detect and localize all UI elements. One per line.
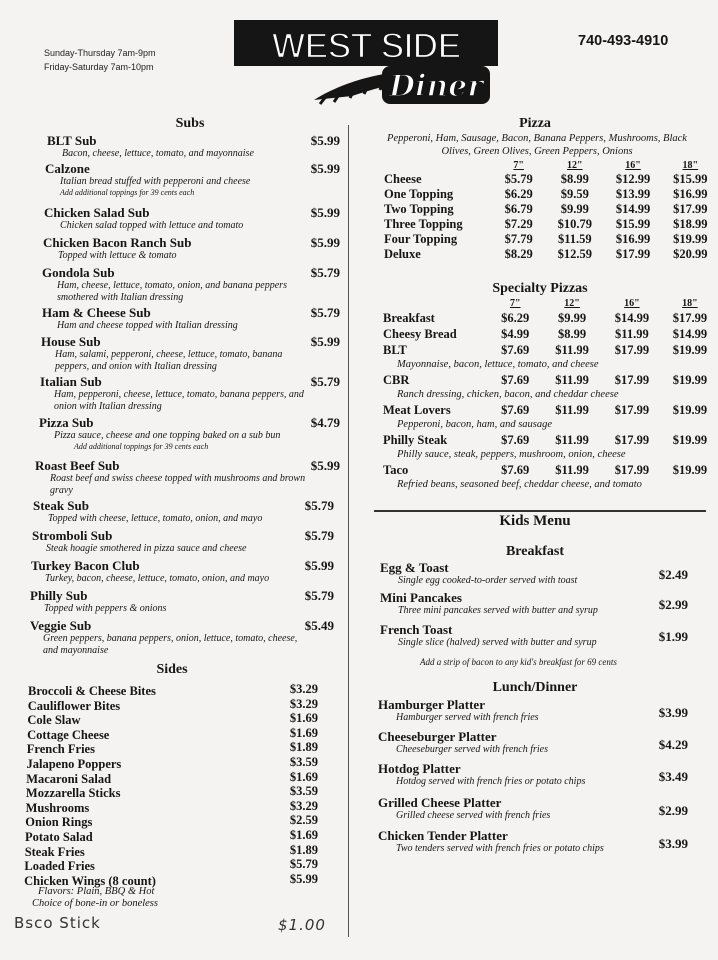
sides-list <box>24 682 320 910</box>
item-desc: smothered with Italian dressing <box>57 292 184 303</box>
item-name: Grilled Cheese Platter <box>378 795 502 810</box>
item-desc: Topped with peppers & onions <box>44 603 167 614</box>
item-name: House Sub <box>41 334 101 349</box>
pizza-price: $14.99 <box>615 202 651 216</box>
wings-flavors: Flavors: Plain, BBQ & Hot <box>38 886 155 898</box>
side-item <box>24 740 320 755</box>
kids-menu-title: Kids Menu <box>499 513 571 529</box>
pizza-price: $11.59 <box>557 232 592 246</box>
pizza-price: $9.99 <box>557 310 587 325</box>
menu-item <box>378 828 690 855</box>
side-name: Mushrooms <box>25 800 90 815</box>
item-price: $5.99 <box>310 235 340 250</box>
pizza-price: $12.59 <box>557 247 593 261</box>
menu-item <box>30 588 340 615</box>
side-item <box>24 857 320 872</box>
pizza-price: $15.99 <box>615 217 651 231</box>
item-price: $5.99 <box>310 458 340 473</box>
menu-item <box>30 415 340 452</box>
item-desc: Ham, pepperoni, cheese, lettuce, tomato, banana peppers, and <box>54 389 304 400</box>
pizza-desc: Mayonnaise, bacon, lettuce, tomato, and cheese <box>397 359 599 370</box>
pizza-price: $11.99 <box>615 326 649 341</box>
pizza-price: $11.99 <box>555 432 589 447</box>
pizza-price: $7.69 <box>501 432 530 447</box>
side-item <box>24 784 320 799</box>
pizza-name: Deluxe <box>384 247 421 261</box>
item-name: Cheeseburger Platter <box>378 729 497 744</box>
item-price: $2.99 <box>658 803 688 818</box>
wings-choice: Choice of bone-in or boneless <box>32 898 158 910</box>
item-desc: Topped with cheese, lettuce, tomato, onion, and mayo <box>48 513 263 524</box>
side-name: Macaroni Salad <box>26 771 112 786</box>
pizza-price: $19.99 <box>672 432 708 447</box>
item-desc: Steak hoagie smothered in pizza sauce and cheese <box>46 543 247 554</box>
size-7: 7" <box>509 298 521 309</box>
item-price: $5.99 <box>310 334 340 349</box>
phone-number: 740-493-4910 <box>578 33 669 49</box>
side-item <box>24 726 320 741</box>
side-name: Chicken Wings (8 count) <box>24 873 156 888</box>
pizza-name: BLT <box>383 342 407 357</box>
item-desc: gravy <box>50 485 73 496</box>
pizza-row <box>383 326 718 342</box>
pizza-name: Three Topping <box>384 217 463 231</box>
pizza-price: $17.99 <box>615 247 651 261</box>
pizza-price: $11.99 <box>555 402 589 417</box>
side-name: Potato Salad <box>25 829 93 844</box>
item-name: Calzone <box>45 161 90 176</box>
hours <box>44 46 156 74</box>
pizza-title: Pizza <box>519 116 551 131</box>
side-price: $1.69 <box>289 769 318 784</box>
item-price: $5.79 <box>310 374 340 389</box>
subs-list <box>30 133 340 663</box>
pizza-toppings <box>362 132 712 158</box>
item-note: Add additional toppings for 39 cents each <box>60 188 195 197</box>
side-name: Loaded Fries <box>24 859 95 874</box>
menu-item <box>378 697 690 724</box>
size-18: 18" <box>682 298 698 309</box>
item-name: Roast Beef Sub <box>35 458 120 473</box>
item-desc: Single slice (halved) served with butter and syrup <box>398 637 597 648</box>
logo-main-text: WEST SIDE <box>271 25 461 66</box>
logo-sub-text: Diner <box>388 69 484 104</box>
pizza-name: Cheesy Bread <box>383 326 457 341</box>
side-item <box>24 843 320 858</box>
specialty-price-table <box>383 298 718 492</box>
pizza-price: $4.99 <box>501 326 530 341</box>
pizza-desc-row <box>383 418 718 432</box>
specialty-title: Specialty Pizzas <box>492 281 588 296</box>
menu-item <box>30 458 340 497</box>
item-desc: Italian bread stuffed with pepperoni and cheese <box>60 176 251 187</box>
item-desc: Two tenders served with french fries or potato chips <box>396 843 604 854</box>
pizza-name: One Topping <box>384 187 454 201</box>
side-price: $1.69 <box>289 725 318 740</box>
item-desc: Ham and cheese topped with Italian dressing <box>57 320 238 331</box>
side-price: $5.79 <box>289 857 318 872</box>
item-desc: Three mini pancakes served with butter and syrup <box>398 605 598 616</box>
pizza-price: $17.99 <box>614 432 650 447</box>
item-price: $3.99 <box>658 836 688 851</box>
pizza-name: Taco <box>383 462 409 477</box>
pizza-price: $19.99 <box>672 342 708 357</box>
subs-title: Subs <box>175 116 205 131</box>
pizza-price: $17.99 <box>614 342 650 357</box>
item-price: $4.29 <box>658 737 688 752</box>
pizza-row <box>384 232 718 247</box>
pizza-price: $17.99 <box>614 402 650 417</box>
menu-item <box>30 498 340 525</box>
item-desc: Ham, salami, pepperoni, cheese, lettuce, tomato, banana <box>55 349 283 360</box>
pizza-price: $15.99 <box>673 172 708 186</box>
side-name: Cauliflower Bites <box>27 698 121 713</box>
pizza-price: $17.99 <box>614 462 650 477</box>
hours-weekday: Sunday-Thursday 7am-9pm <box>44 48 156 58</box>
pizza-price: $19.99 <box>672 402 708 417</box>
size-18: 18" <box>682 160 699 171</box>
side-item <box>24 799 320 814</box>
pizza-desc: Ranch dressing, chicken, bacon, and cheddar cheese <box>397 389 619 400</box>
item-name: Mini Pancakes <box>380 590 462 605</box>
item-desc: peppers, and onion with Italian dressing <box>55 361 217 372</box>
item-name: Stromboli Sub <box>32 528 113 543</box>
side-name: Steak Fries <box>24 844 85 859</box>
item-price: $5.79 <box>310 305 340 320</box>
column-divider <box>348 125 349 937</box>
menu-item <box>30 305 340 332</box>
pizza-price: $7.69 <box>501 372 530 387</box>
pizza-name: Cheese <box>384 172 422 186</box>
item-price: $3.99 <box>658 705 688 720</box>
item-desc: Bacon, cheese, lettuce, tomato, and mayonnaise <box>62 148 254 159</box>
pizza-price: $19.99 <box>673 232 708 246</box>
side-item <box>24 711 320 726</box>
size-header-row <box>383 298 718 310</box>
pizza-price: $7.79 <box>504 232 533 246</box>
pizza-price: $11.99 <box>555 372 589 387</box>
item-price: $5.79 <box>304 498 334 513</box>
item-price: $2.99 <box>658 597 688 612</box>
item-name: BLT Sub <box>47 133 97 148</box>
toppings-line: Olives, Green Olives, Green Peppers, Onions <box>441 146 633 157</box>
item-name: Philly Sub <box>30 588 88 603</box>
pizza-price: $16.99 <box>673 187 708 201</box>
pizza-row <box>383 372 718 388</box>
side-price: $3.29 <box>289 798 318 813</box>
size-12: 12" <box>564 298 580 309</box>
item-price: $5.49 <box>304 618 334 633</box>
item-name: Turkey Bacon Club <box>31 558 140 573</box>
pizza-price: $9.99 <box>560 202 589 216</box>
pizza-price: $17.99 <box>614 372 650 387</box>
item-desc: Pizza sauce, cheese and one topping baked on a sub bun <box>54 430 281 441</box>
item-name: Hamburger Platter <box>378 697 485 712</box>
side-name: French Fries <box>26 742 95 757</box>
section-divider <box>374 510 706 512</box>
pizza-desc-row <box>383 478 718 492</box>
side-price: $3.59 <box>289 754 318 769</box>
item-name: Pizza Sub <box>39 415 94 430</box>
item-desc: Roast beef and swiss cheese topped with mushrooms and brown <box>50 473 306 484</box>
menu-item <box>30 235 340 262</box>
menu-item <box>378 795 690 822</box>
item-name: Steak Sub <box>33 498 89 513</box>
menu-item <box>30 133 340 160</box>
item-name: Hotdog Platter <box>378 761 461 776</box>
side-price: $3.29 <box>289 696 318 711</box>
side-item <box>24 872 320 887</box>
menu-item <box>30 558 340 585</box>
pizza-price: $16.99 <box>615 232 651 246</box>
side-name: Onion Rings <box>25 815 93 830</box>
side-price: $1.69 <box>289 827 318 842</box>
item-price: $5.79 <box>310 265 340 280</box>
item-name: Ham & Cheese Sub <box>42 305 151 320</box>
size-7: 7" <box>513 160 524 171</box>
pizza-price: $18.99 <box>673 217 708 231</box>
item-desc: Chicken salad topped with lettuce and tomato <box>60 220 244 231</box>
item-desc: Green peppers, banana peppers, onion, lettuce, tomato, cheese, <box>43 633 298 644</box>
pizza-row <box>384 187 718 202</box>
pizza-price: $19.99 <box>672 372 708 387</box>
pizza-price: $10.79 <box>557 217 593 231</box>
side-name: Jalapeno Poppers <box>26 756 122 771</box>
pizza-price: $7.69 <box>501 342 530 357</box>
item-desc: onion with Italian dressing <box>54 401 162 412</box>
toppings-line: Pepperoni, Ham, Sausage, Bacon, Banana Peppers, Mushrooms, Black <box>387 133 687 144</box>
item-price: $3.49 <box>658 769 688 784</box>
item-desc: Hotdog served with french fries or potato chips <box>396 776 586 787</box>
size-12: 12" <box>567 160 583 171</box>
menu-item <box>30 265 340 304</box>
kids-breakfast-list <box>380 560 690 672</box>
pizza-price: $11.99 <box>555 462 589 477</box>
pizza-name: Philly Steak <box>383 432 448 447</box>
item-desc: Hamburger served with french fries <box>396 712 539 723</box>
pizza-price: $9.59 <box>560 187 589 201</box>
pizza-price: $7.69 <box>501 462 530 477</box>
pizza-price: $14.99 <box>672 326 708 341</box>
west-side-diner-logo <box>232 16 502 114</box>
side-price: $1.69 <box>289 711 318 726</box>
item-desc: and mayonnaise <box>43 645 109 656</box>
side-item <box>24 828 320 843</box>
size-header-row <box>384 160 718 172</box>
item-desc: Turkey, bacon, cheese, lettuce, tomato, onion, and mayo <box>45 573 270 584</box>
pizza-desc-row <box>383 388 718 402</box>
pizza-desc: Philly sauce, steak, peppers, mushroom, onion, cheese <box>397 449 626 460</box>
side-item <box>24 755 320 770</box>
pizza-row <box>383 462 718 478</box>
pizza-price: $6.79 <box>504 202 533 216</box>
menu-item <box>378 761 690 788</box>
pizza-row <box>384 247 718 262</box>
menu-item <box>378 729 690 756</box>
item-name: Chicken Bacon Ranch Sub <box>43 235 192 250</box>
pizza-price: $13.99 <box>615 187 651 201</box>
size-16: 16" <box>625 160 641 171</box>
handwritten-item: Bsco Stick <box>14 914 101 932</box>
breakfast-note: Add a strip of bacon to any kid's breakfast for 69 cents <box>420 657 617 667</box>
pizza-price: $7.69 <box>501 402 530 417</box>
pizza-price-table <box>384 160 718 262</box>
side-item <box>24 682 320 697</box>
item-price: $5.79 <box>304 588 334 603</box>
pizza-price: $7.29 <box>504 217 533 231</box>
pizza-price: $14.99 <box>614 310 650 325</box>
pizza-row <box>384 217 718 232</box>
item-name: Gondola Sub <box>42 265 115 280</box>
pizza-name: Meat Lovers <box>383 402 451 417</box>
kids-lunch-list <box>378 697 690 867</box>
handwritten-price: $1.00 <box>278 916 326 934</box>
item-desc: Cheeseburger served with french fries <box>396 744 549 755</box>
item-name: French Toast <box>380 622 453 637</box>
side-item <box>24 813 320 828</box>
side-name: Cottage Cheese <box>27 727 110 742</box>
item-name: Egg & Toast <box>380 560 449 575</box>
menu-item <box>30 374 340 413</box>
menu-item <box>30 618 340 657</box>
item-price: $2.49 <box>658 567 688 582</box>
pizza-desc: Refried beans, seasoned beef, cheddar cheese, and tomato <box>397 479 642 490</box>
item-price: $1.99 <box>658 629 688 644</box>
item-note: Add additional toppings for 39 cents each <box>74 442 209 451</box>
pizza-price: $5.79 <box>504 172 533 186</box>
pizza-price: $8.29 <box>504 247 533 261</box>
pizza-name: Two Topping <box>384 202 454 216</box>
side-price: $1.89 <box>289 740 318 755</box>
side-item <box>24 770 320 785</box>
item-price: $5.99 <box>304 558 334 573</box>
pizza-name: Four Topping <box>384 232 458 246</box>
pizza-desc-row <box>383 448 718 462</box>
menu-item <box>380 590 690 617</box>
item-desc: Topped with lettuce & tomato <box>58 250 177 261</box>
pizza-name: Breakfast <box>383 310 435 325</box>
side-price: $3.59 <box>289 784 318 799</box>
item-name: Chicken Tender Platter <box>378 828 508 843</box>
kids-breakfast-title: Breakfast <box>505 544 565 559</box>
pizza-price: $8.99 <box>560 172 589 186</box>
menu-item <box>380 622 690 649</box>
item-desc: Grilled cheese served with french fries <box>396 810 551 821</box>
menu-item <box>30 205 340 232</box>
pizza-row <box>383 402 718 418</box>
pizza-price: $12.99 <box>615 172 651 186</box>
pizza-price: $6.29 <box>501 310 530 325</box>
item-price: $5.99 <box>310 133 340 148</box>
item-name: Chicken Salad Sub <box>44 205 150 220</box>
item-price: $5.99 <box>310 205 340 220</box>
menu-item <box>30 161 340 198</box>
menu-item <box>30 528 340 555</box>
menu-item <box>30 334 340 373</box>
pizza-price: $19.99 <box>672 462 708 477</box>
side-item <box>24 697 320 712</box>
pizza-row <box>384 172 718 187</box>
side-price: $3.29 <box>289 682 318 696</box>
pizza-row <box>383 432 718 448</box>
pizza-desc: Pepperoni, bacon, ham, and sausage <box>397 419 553 430</box>
pizza-row <box>384 202 718 217</box>
pizza-price: $17.99 <box>673 202 708 216</box>
pizza-name: CBR <box>383 372 410 387</box>
side-name: Cole Slaw <box>27 713 81 728</box>
pizza-price: $11.99 <box>555 342 589 357</box>
menu-item <box>380 560 690 587</box>
kids-lunch-title: Lunch/Dinner <box>492 680 578 695</box>
item-price: $5.79 <box>304 528 334 543</box>
side-price: $5.99 <box>289 871 318 886</box>
side-name: Mozzarella Sticks <box>25 786 121 801</box>
side-price: $1.89 <box>289 842 318 857</box>
side-name: Broccoli & Cheese Bites <box>28 684 156 698</box>
side-price: $2.59 <box>289 813 318 828</box>
hours-weekend: Friday-Saturday 7am-10pm <box>44 62 154 72</box>
item-name: Italian Sub <box>40 374 102 389</box>
pizza-price: $6.29 <box>504 187 533 201</box>
pizza-price: $17.99 <box>672 310 708 325</box>
item-name: Veggie Sub <box>30 618 92 633</box>
pizza-desc-row <box>383 358 718 372</box>
item-price: $4.79 <box>310 415 340 430</box>
pizza-row <box>383 342 718 358</box>
item-desc: Single egg cooked-to-order served with toast <box>398 575 578 586</box>
pizza-row <box>383 310 718 326</box>
pizza-price: $20.99 <box>673 247 708 261</box>
sides-title: Sides <box>156 662 188 677</box>
size-16: 16" <box>624 298 640 309</box>
item-desc: Ham, cheese, lettuce, tomato, onion, and banana peppers <box>57 280 287 291</box>
item-price: $5.99 <box>310 161 340 176</box>
pizza-price: $8.99 <box>557 326 587 341</box>
